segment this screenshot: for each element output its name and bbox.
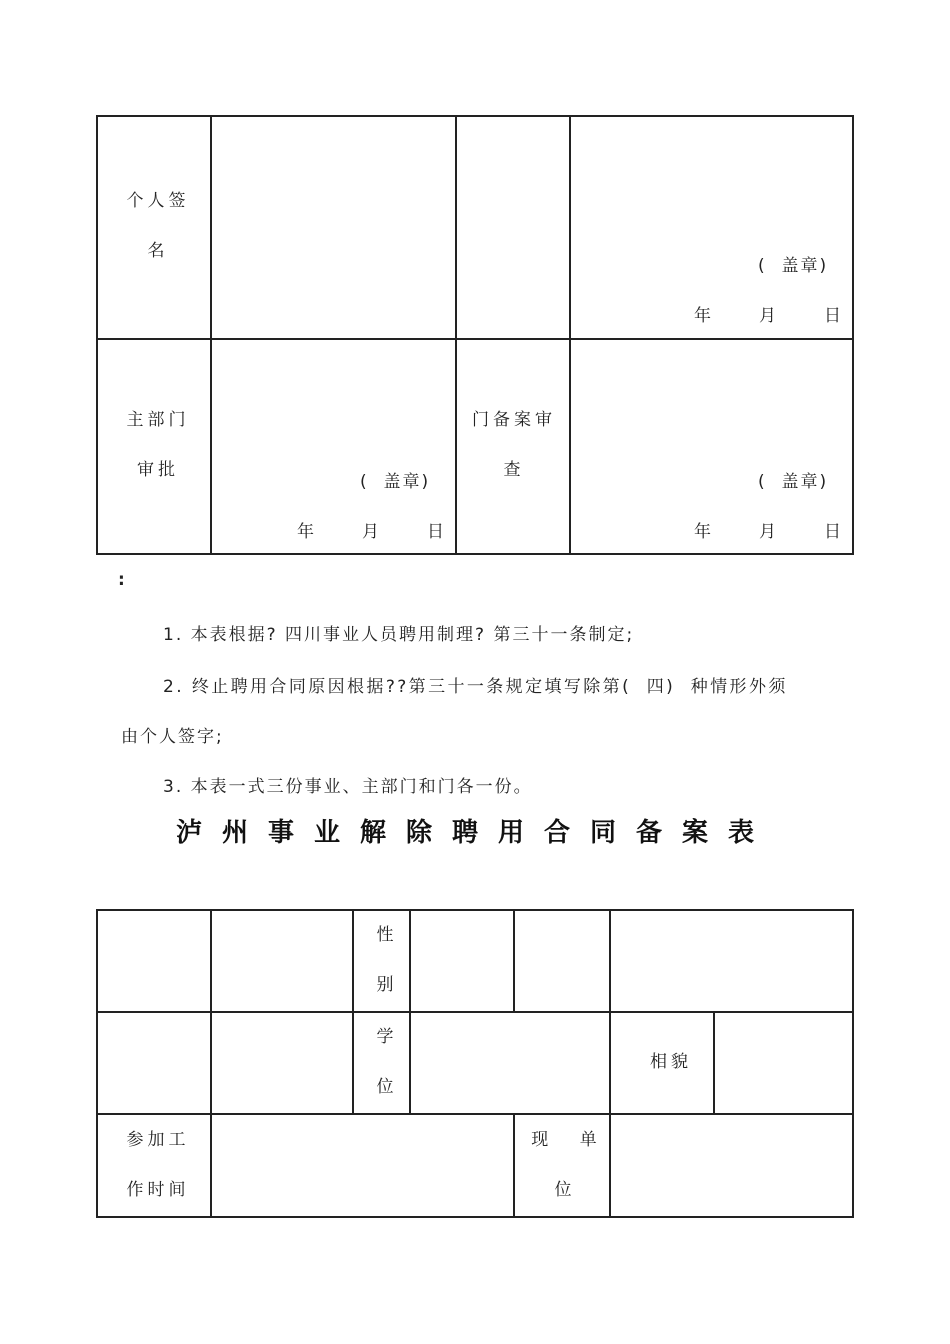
date-day: 日 [427, 522, 444, 542]
personal-signature-label: 个人签 [126, 191, 190, 211]
seal-text: ( 盖章) [758, 256, 829, 276]
date-year: 年 [297, 522, 314, 542]
table-border [513, 909, 515, 1011]
note-item-2-cont: 由个人签字; [121, 727, 224, 747]
date-month: 月 [362, 522, 379, 542]
form-title: 泸州事业解除聘用合同备案表 [175, 818, 774, 848]
degree-label-2: 位 [376, 1077, 398, 1097]
note-item-2: 2. 终止聘用合同原因根据??第三十一条规定填写除第( 四) 种情形外须 [163, 677, 788, 697]
date-day: 日 [824, 306, 841, 326]
work-start-label: 参加工 [126, 1130, 190, 1150]
photo-label: 相貌 [650, 1052, 692, 1072]
dept-approval-label: 主部门 [126, 410, 190, 430]
degree-label: 学 [376, 1027, 398, 1047]
date-year: 年 [694, 522, 711, 542]
table-border [852, 115, 854, 555]
gender-label: 性 [376, 925, 398, 945]
current-unit-label: 现 单 [531, 1130, 599, 1150]
seal-text: ( 盖章) [360, 472, 431, 492]
notes-heading: : [118, 570, 127, 590]
filing-review-label: 门备案审 [472, 410, 556, 430]
seal-text: ( 盖章) [758, 472, 829, 492]
note-item-3: 3. 本表一式三份事业、主部门和门各一份。 [163, 777, 533, 797]
gender-label-2: 别 [376, 975, 398, 995]
date-year: 年 [694, 306, 711, 326]
date-month: 月 [759, 306, 776, 326]
current-unit-label-2: 位 [554, 1180, 576, 1200]
date-month: 月 [759, 522, 776, 542]
date-day: 日 [824, 522, 841, 542]
dept-approval-label-2: 审批 [137, 460, 179, 480]
filing-review-label-2: 查 [503, 460, 525, 480]
note-item-1: 1. 本表根据? 四川事业人员聘用制理? 第三十一条制定; [163, 625, 635, 645]
personal-signature-label-2: 名 [147, 241, 169, 261]
table-border [852, 909, 854, 1217]
work-start-label-2: 作时间 [126, 1180, 190, 1200]
